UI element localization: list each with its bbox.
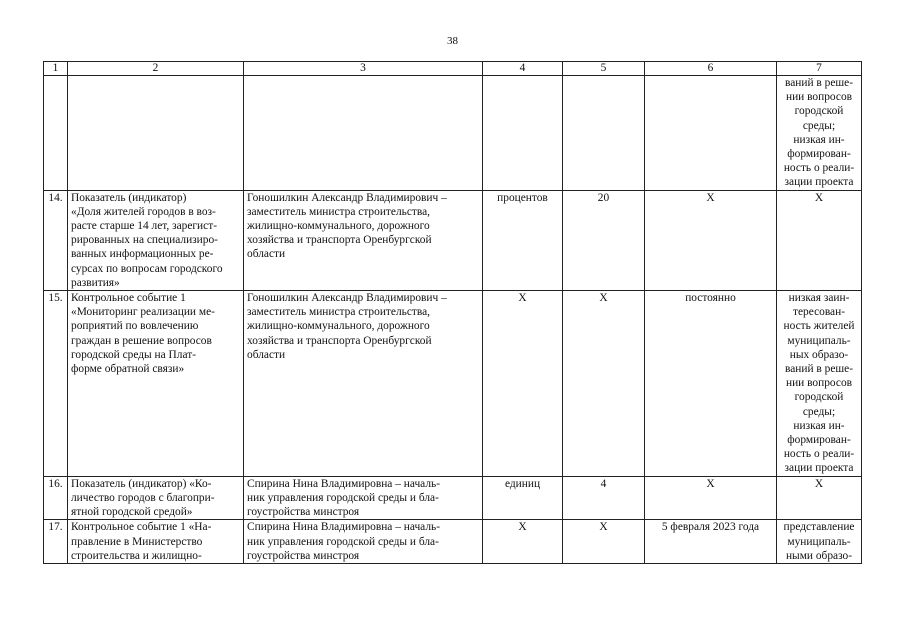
value-cell xyxy=(563,76,645,191)
cell-line: заместитель министра строительства, xyxy=(247,205,430,218)
responsible-cell xyxy=(244,476,483,520)
table-header-row xyxy=(44,62,862,76)
cell-line: тересован- xyxy=(793,306,845,319)
cell-line: представление xyxy=(783,521,855,534)
cell-line: низкая ин- xyxy=(793,419,845,432)
cell-line: низкая заин- xyxy=(788,292,850,305)
value-cell: Х xyxy=(563,520,645,564)
cell-line: Контрольное событие 1 «На- xyxy=(71,521,212,534)
cell-line: расте старше 14 лет, зарегист- xyxy=(71,220,217,233)
header-cell: 6 xyxy=(645,62,777,76)
indicator-cell xyxy=(68,76,244,191)
row-number-cell: 15. xyxy=(44,291,68,477)
responsible-cell xyxy=(244,291,483,477)
cell-line: ник управления городской среды и бла- xyxy=(247,491,439,504)
header-cell: 7 xyxy=(777,62,862,76)
header-cell: 3 xyxy=(244,62,483,76)
unit-cell: Х xyxy=(483,520,563,564)
header-cell: 5 xyxy=(563,62,645,76)
cell-line: формирован- xyxy=(787,434,851,447)
cell-line: ванных информационных ре- xyxy=(71,248,214,261)
cell-line: ность о реали- xyxy=(783,448,855,461)
cell-line: Показатель (индикатор) xyxy=(71,191,187,204)
deadline-cell xyxy=(645,76,777,191)
cell-line: граждан в решение вопросов xyxy=(71,334,212,347)
cell-line: ными образо- xyxy=(785,549,853,562)
cell-line: среды; xyxy=(802,405,836,418)
table-row xyxy=(44,190,862,290)
cell-line: ятной городской средой» xyxy=(71,506,193,519)
risk-cell xyxy=(777,291,862,477)
cell-line: Гоношилкин Александр Владимирович – xyxy=(247,191,447,204)
header-cell: 2 xyxy=(68,62,244,76)
cell-line: хозяйства и транспорта Оренбургской xyxy=(247,334,432,347)
cell-line: области xyxy=(247,348,286,361)
cell-line: городской xyxy=(794,105,844,118)
risk-cell xyxy=(777,520,862,564)
risk-cell xyxy=(777,76,862,191)
deadline-cell: 5 февраля 2023 года xyxy=(645,520,777,564)
cell-line: области xyxy=(247,248,286,261)
responsible-cell xyxy=(244,190,483,290)
cell-line: роприятий по вовлечению xyxy=(71,320,199,333)
cell-line: Контрольное событие 1 xyxy=(71,292,186,305)
cell-line: рированных на специализиро- xyxy=(71,234,218,247)
unit-cell xyxy=(483,76,563,191)
cell-line: ник управления городской среды и бла- xyxy=(247,535,439,548)
cell-line: хозяйства и транспорта Оренбургской xyxy=(247,234,432,247)
table-row xyxy=(44,476,862,520)
value-cell: Х xyxy=(563,291,645,477)
unit-cell: единиц xyxy=(483,476,563,520)
unit-cell: Х xyxy=(483,291,563,477)
deadline-cell: Х xyxy=(645,476,777,520)
cell-line: гоустройства минстроя xyxy=(247,549,360,562)
cell-line: зации проекта xyxy=(784,176,854,189)
cell-line: гоустройства минстроя xyxy=(247,506,360,519)
cell-line: «Доля жителей городов в воз- xyxy=(71,205,216,218)
cell-line: нии вопросов xyxy=(785,377,853,390)
responsible-cell xyxy=(244,520,483,564)
table-row xyxy=(44,76,862,191)
cell-line: зации проекта xyxy=(784,462,854,475)
unit-cell: процентов xyxy=(483,190,563,290)
plan-table xyxy=(43,61,862,564)
indicator-cell xyxy=(68,476,244,520)
cell-line: правление в Министерство xyxy=(71,535,203,548)
row-number-cell: 14. xyxy=(44,190,68,290)
value-cell: 20 xyxy=(563,190,645,290)
deadline-cell: постоянно xyxy=(645,291,777,477)
cell-line: среды; xyxy=(802,119,836,132)
cell-line: «Мониторинг реализации ме- xyxy=(71,306,215,319)
cell-line: городской среды на Плат- xyxy=(71,348,196,361)
cell-line: заместитель министра строительства, xyxy=(247,306,430,319)
cell-line: Спирина Нина Владимировна – началь- xyxy=(247,521,440,534)
row-number-cell xyxy=(44,76,68,191)
indicator-cell xyxy=(68,520,244,564)
cell-line: ных образо- xyxy=(789,348,849,361)
row-number-cell: 16. xyxy=(44,476,68,520)
cell-line: Спирина Нина Владимировна – началь- xyxy=(247,477,440,490)
page-number: 38 xyxy=(447,35,458,47)
cell-line: Показатель (индикатор) «Ко- xyxy=(71,477,212,490)
risk-cell xyxy=(777,190,862,290)
cell-line: муниципаль- xyxy=(787,535,851,548)
value-cell: 4 xyxy=(563,476,645,520)
header-cell: 1 xyxy=(44,62,68,76)
cell-line: ность о реали- xyxy=(783,162,855,175)
responsible-cell xyxy=(244,76,483,191)
cell-line: нии вопросов xyxy=(785,91,853,104)
cell-line: личество городов с благопри- xyxy=(71,491,215,504)
cell-line: Гоношилкин Александр Владимирович – xyxy=(247,292,447,305)
table-row xyxy=(44,291,862,477)
table-row xyxy=(44,520,862,564)
header-cell: 4 xyxy=(483,62,563,76)
cell-line: формирован- xyxy=(787,148,851,161)
cell-line: Х xyxy=(814,191,824,204)
cell-line: сурсах по вопросам городского xyxy=(71,262,223,275)
cell-line: низкая ин- xyxy=(793,133,845,146)
cell-line: Х xyxy=(814,477,824,490)
cell-line: муниципаль- xyxy=(787,334,851,347)
deadline-cell: Х xyxy=(645,190,777,290)
cell-line: строительства и жилищно- xyxy=(71,549,202,562)
indicator-cell xyxy=(68,291,244,477)
cell-line: ваний в реше- xyxy=(784,363,853,376)
cell-line: ность жителей xyxy=(783,320,855,333)
row-number-cell: 17. xyxy=(44,520,68,564)
indicator-cell xyxy=(68,190,244,290)
cell-line: городской xyxy=(794,391,844,404)
risk-cell xyxy=(777,476,862,520)
cell-line: ваний в реше- xyxy=(784,77,853,89)
cell-line: жилищно-коммунального, дорожного xyxy=(247,320,430,333)
cell-line: форме обратной связи» xyxy=(71,363,185,376)
cell-line: развития» xyxy=(71,276,120,289)
cell-line: жилищно-коммунального, дорожного xyxy=(247,220,430,233)
